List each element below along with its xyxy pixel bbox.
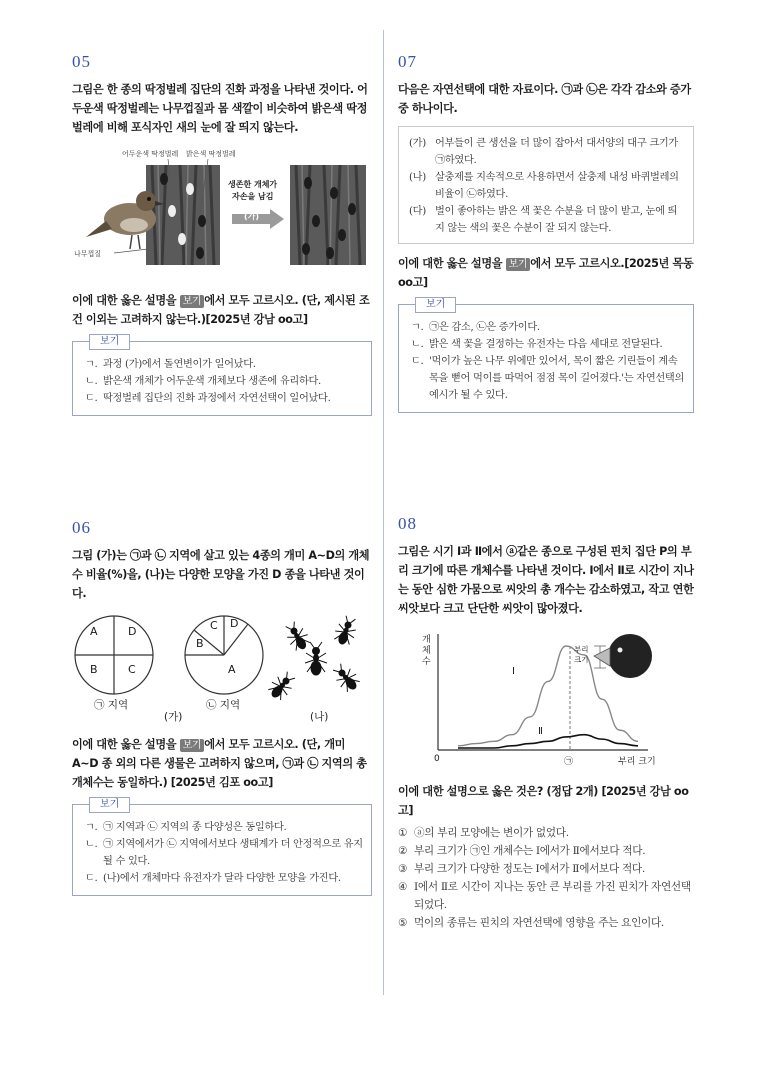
instruction — [398, 254, 694, 292]
data-item — [409, 169, 685, 203]
item-text: 딱정벌레 집단의 진화 과정에서 자연선택이 일어났다. — [103, 393, 331, 404]
bogi-item — [411, 319, 685, 336]
beetle-figure — [72, 149, 372, 269]
option-text: 부리 크기가 다양한 정도는 Ⅰ에서가 Ⅱ에서보다 적다. — [414, 863, 645, 875]
series-line-2 — [458, 735, 638, 748]
bogi-item — [85, 373, 363, 390]
item-mark: ㄷ. — [411, 356, 424, 367]
option[interactable] — [398, 860, 696, 878]
option-mark: ① — [398, 827, 408, 839]
bogi-tab: 보기 — [89, 797, 130, 813]
bogi-item — [411, 336, 685, 353]
bark-label: 나무껍질 — [74, 250, 102, 258]
y-label-1: 개 — [422, 635, 431, 645]
item-mark: ㄴ. — [85, 376, 98, 387]
curve1-label: Ⅰ — [512, 666, 515, 677]
option-text: Ⅰ에서 Ⅱ로 시간이 지나는 동안 큰 부리를 가진 핀치가 자연선택 되었다. — [414, 881, 691, 911]
data-box — [398, 126, 694, 244]
option-mark: ⑤ — [398, 917, 408, 929]
fig-ga-label: (가) — [164, 711, 183, 723]
item-mark: ㄷ. — [85, 873, 98, 884]
beak-graph — [398, 626, 696, 774]
question-number: 08 — [398, 514, 417, 533]
option-mark: ④ — [398, 881, 408, 893]
question-07 — [398, 52, 694, 413]
item-mark: ㄴ. — [85, 839, 98, 850]
option-mark: ② — [398, 845, 408, 857]
bogi-item — [85, 356, 363, 373]
item-mark: ㄱ. — [85, 359, 98, 370]
fig-na-label: (나) — [310, 711, 329, 723]
pie2-letter-b: B — [196, 637, 204, 650]
question-06 — [72, 518, 372, 896]
pie1-letter-a: A — [90, 625, 98, 638]
tick-label: ㉠ — [564, 757, 574, 767]
instruction-post: 에서 모두 고르시오. (단, 개미 A~D 종 외의 다른 생물은 고려하지 않으며, ㉠과 ㉡ 지역의 총 개체수는 동일하다.) [2025년 김포 oo고] — [72, 738, 367, 789]
bogi-box — [72, 336, 372, 416]
pie1-letter-d: D — [128, 625, 137, 638]
pie1-letter-c: C — [128, 663, 136, 676]
instruction-post: 에서 모두 고르시오. (단, 제시된 조건 이외는 고려하지 않는다.)[2025년 강남 oo고] — [72, 294, 370, 326]
bogi-box — [72, 799, 372, 896]
pie1-label: ㉠ 지역 — [94, 699, 129, 711]
instruction-post: 에서 모두 고르시오.[2025년 목동 oo고] — [398, 257, 694, 289]
question-number: 07 — [398, 52, 417, 71]
bogi-item — [85, 390, 363, 407]
item-mark: ㄷ. — [85, 393, 98, 404]
question-stem: 다음은 자연선택에 대한 자료이다. ㉠과 ㉡은 각각 감소와 증가 중 하나이다. — [398, 83, 691, 115]
item-mark: (나) — [409, 172, 426, 183]
bogi-item — [411, 353, 685, 404]
pie2-letter-a: A — [228, 663, 236, 676]
item-mark: (다) — [409, 206, 426, 217]
column-divider — [383, 30, 384, 995]
instruction — [72, 735, 372, 792]
item-mark: ㄴ. — [411, 339, 424, 350]
item-text: 밝은색 개체가 어두운색 개체보다 생존에 유리하다. — [103, 376, 321, 387]
item-text: ㉠은 감소, ㉡은 증가이다. — [429, 322, 540, 333]
dark-beetle-label: 어두운색 딱정벌레 — [122, 150, 179, 158]
bogi-item — [85, 870, 363, 887]
finch-head-icon — [594, 634, 652, 678]
item-text: (나)에서 개체마다 유전자가 달라 다양한 모양을 가진다. — [103, 873, 341, 884]
curve2-label: Ⅱ — [538, 726, 543, 737]
bogi-box — [398, 299, 694, 413]
bogi-item — [85, 836, 363, 870]
y-label-2: 체 — [422, 646, 431, 656]
question-prompt: 이에 대한 설명으로 옳은 것은? (정답 2개) [2025년 강남 oo고] — [398, 785, 689, 817]
item-mark: ㄱ. — [85, 822, 98, 833]
data-item — [409, 135, 685, 169]
bogi-item — [85, 819, 363, 836]
x-label: 부리 크기 — [618, 757, 656, 767]
option-text: 부리 크기가 ㉠인 개체수는 Ⅰ에서가 Ⅱ에서보다 적다. — [414, 845, 646, 857]
data-item — [409, 203, 685, 237]
instruction-pre: 이에 대한 옳은 설명을 — [72, 294, 180, 307]
beetle-evolution-illustration — [72, 149, 372, 269]
question-number: 05 — [72, 52, 91, 71]
question-stem: 그림 (가)는 ㉠과 ㉡ 지역에 살고 있는 4종의 개미 A~D의 개체수 비율(%)을, (나)는 다양한 모양을 가진 D 종을 나타낸 것이다. — [72, 549, 370, 600]
pie2-letter-c: C — [210, 619, 218, 632]
option[interactable] — [398, 878, 696, 914]
item-text: ㉠ 지역과 ㉡ 지역의 종 다양성은 동일하다. — [103, 822, 287, 833]
pie2-letter-d: D — [230, 617, 239, 630]
instruction-pre: 이에 대한 옳은 설명을 — [72, 738, 180, 751]
question-number: 06 — [72, 518, 91, 537]
item-text: ㉠ 지역에서가 ㉡ 지역에서보다 생태계가 더 안정적으로 유지될 수 있다. — [103, 839, 363, 867]
item-text: 과정 (가)에서 돌연변이가 일어났다. — [103, 359, 256, 370]
beak-size-chart — [398, 626, 696, 774]
question-stem: 그림은 시기 Ⅰ과 Ⅱ에서 ⓐ같은 종으로 구성된 핀치 집단 P의 부리 크기에 따른 개체수를 나타낸 것이다. Ⅰ에서 Ⅱ로 시간이 지나는 동안 심한 가뭄으로 씨앗의 총 개수는 감소하였고, 작고 연한 씨앗보다 크고 단단한 씨앗이 많아졌다. — [398, 545, 694, 615]
bogi-badge: 보기 — [180, 739, 205, 752]
question-08 — [398, 514, 696, 932]
option[interactable] — [398, 914, 696, 932]
option[interactable] — [398, 842, 696, 860]
light-beetle-label: 밝은색 딱정벌레 — [186, 150, 236, 158]
pie2-label: ㉡ 지역 — [206, 699, 241, 711]
question-stem: 그림은 한 종의 딱정벌레 집단의 진화 과정을 나타낸 것이다. 어두운색 딱정벌레는 나무껍질과 몸 색깔이 비슷하여 밝은색 딱정벌레에 비해 포식자인 새의 눈에 잘 띄지 않는다. — [72, 83, 368, 134]
item-text: '먹이가 높은 나무 위에만 있어서, 목이 짧은 기린들이 계속 목을 뻗어 먹이를 따먹어 점점 목이 길어졌다.'는 자연선택의 예시가 될 수 있다. — [429, 356, 684, 401]
item-mark: (가) — [409, 138, 426, 149]
instruction-pre: 이에 대한 옳은 설명을 — [398, 257, 506, 270]
instruction — [72, 291, 372, 329]
y-label-3: 수 — [422, 657, 431, 667]
pie1-letter-b: B — [90, 663, 98, 676]
item-text: 어부들이 큰 생선을 더 많이 잡아서 대서양의 대구 크기가 ㉠하였다. — [435, 138, 678, 166]
bogi-tab: 보기 — [89, 334, 130, 350]
beak-label-2: 크기 — [574, 655, 589, 664]
item-text: 벌이 좋아하는 밝은 색 꽃은 수분을 더 많이 받고, 눈에 띄지 않는 색의 꽃은 수분이 잘 되지 않는다. — [435, 206, 678, 234]
item-mark: ㄱ. — [411, 322, 424, 333]
option-text: 먹이의 종류는 핀치의 자연선택에 영향을 주는 요인이다. — [414, 917, 664, 929]
option-text: ⓐ의 부리 모양에는 변이가 없었다. — [414, 827, 569, 839]
arrow-label-line1: 생존한 개체가 — [228, 180, 278, 189]
beak-label-1: 부리 — [574, 645, 589, 654]
bogi-badge: 보기 — [506, 258, 531, 271]
arrow-tag: (가) — [244, 212, 260, 221]
bogi-badge: 보기 — [180, 295, 205, 308]
arrow-label-line2: 자손을 남김 — [232, 192, 274, 201]
question-05 — [72, 52, 372, 416]
item-text: 살충제를 지속적으로 사용하면서 살충제 내성 바퀴벌레의 비율이 ㉡하였다. — [435, 172, 679, 200]
option[interactable] — [398, 824, 696, 842]
origin-label: 0 — [434, 754, 440, 764]
bogi-tab: 보기 — [415, 297, 456, 313]
option-mark: ③ — [398, 863, 408, 875]
ant-figure — [72, 611, 372, 723]
options-list — [398, 824, 696, 932]
item-text: 밝은 색 꽃을 결정하는 유전자는 다음 세대로 전달된다. — [429, 339, 663, 350]
